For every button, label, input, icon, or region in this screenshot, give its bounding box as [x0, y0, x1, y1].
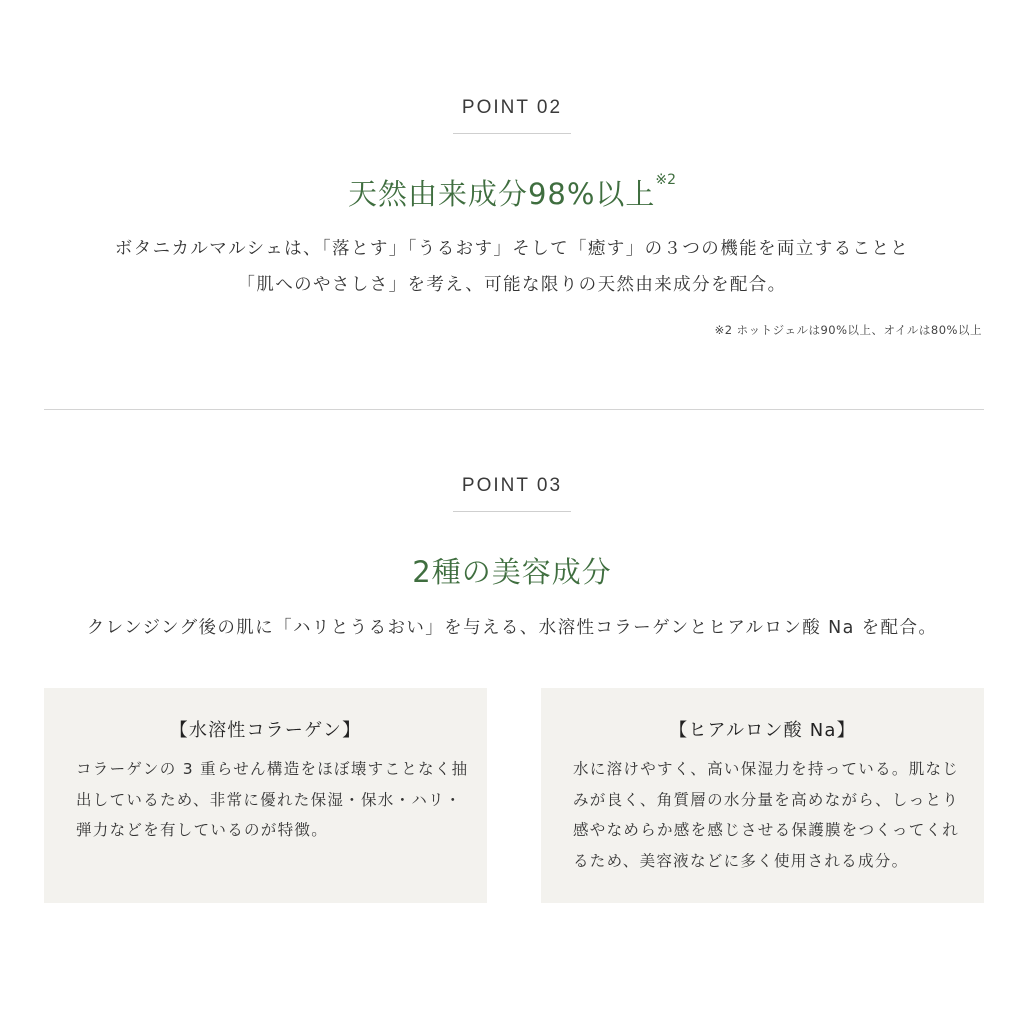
point02-headline [0, 172, 1024, 213]
point02-headline-note: ※2 [655, 172, 677, 188]
point03-label: POINT 03 [453, 475, 571, 512]
card-hyaluronic-line-1: 水に溶けやすく、高い保湿力を持っている。肌なじ [573, 760, 960, 778]
card-hyaluronic [541, 688, 984, 903]
point02-label-wrap [0, 97, 1024, 134]
point02-footnote: ※2 ホットジェルは90%以上、オイルは80%以上 [714, 323, 982, 337]
point02-label: POINT 02 [453, 97, 571, 134]
point03-headline-wrap [0, 550, 1024, 591]
card-collagen-title: 【水溶性コラーゲン】 [169, 720, 362, 741]
card-collagen-line-1: コラーゲンの 3 重らせん構造をほぼ壊すことなく抽 [76, 760, 469, 778]
card-collagen [44, 688, 487, 903]
card-hyaluronic-line-2: みが良く、角質層の水分量を高めながら、しっとり [573, 790, 960, 809]
card-collagen-line-3: 弾力などを有しているのが特徴。 [76, 821, 329, 839]
card-hyaluronic-text [573, 754, 958, 876]
point02-body-line-2: 「肌へのやさしさ」を考え、可能な限りの天然由来成分を配合。 [237, 275, 787, 295]
point02-body [0, 231, 1024, 303]
card-hyaluronic-line-3: 感やなめらか感を感じさせる保護膜をつくってくれ [573, 821, 960, 839]
point03-body [0, 610, 1024, 646]
card-collagen-text [76, 754, 469, 846]
card-collagen-line-2: 出しているため、非常に優れた保湿・保水・ハリ・ [76, 790, 462, 809]
point02-body-line-1: ボタニカルマルシェは、「落とす」「うるおす」そして「癒す」の３つの機能を両立することと [114, 239, 910, 259]
point03-headline: 2種の美容成分 [412, 555, 612, 589]
card-hyaluronic-line-4: るため、美容液などに多く使用される成分。 [573, 851, 909, 870]
section-divider [44, 409, 984, 410]
point03-body-line: クレンジング後の肌に「ハリとうるおい」を与える、水溶性コラーゲンとヒアルロン酸 Na を配合。 [86, 618, 938, 638]
card-hyaluronic-title: 【ヒアルロン酸 Na】 [669, 720, 856, 741]
point02-headline-text: 天然由来成分98%以上 [347, 177, 656, 211]
point03-label-wrap [0, 475, 1024, 512]
point02-headline-wrap [0, 172, 1024, 213]
